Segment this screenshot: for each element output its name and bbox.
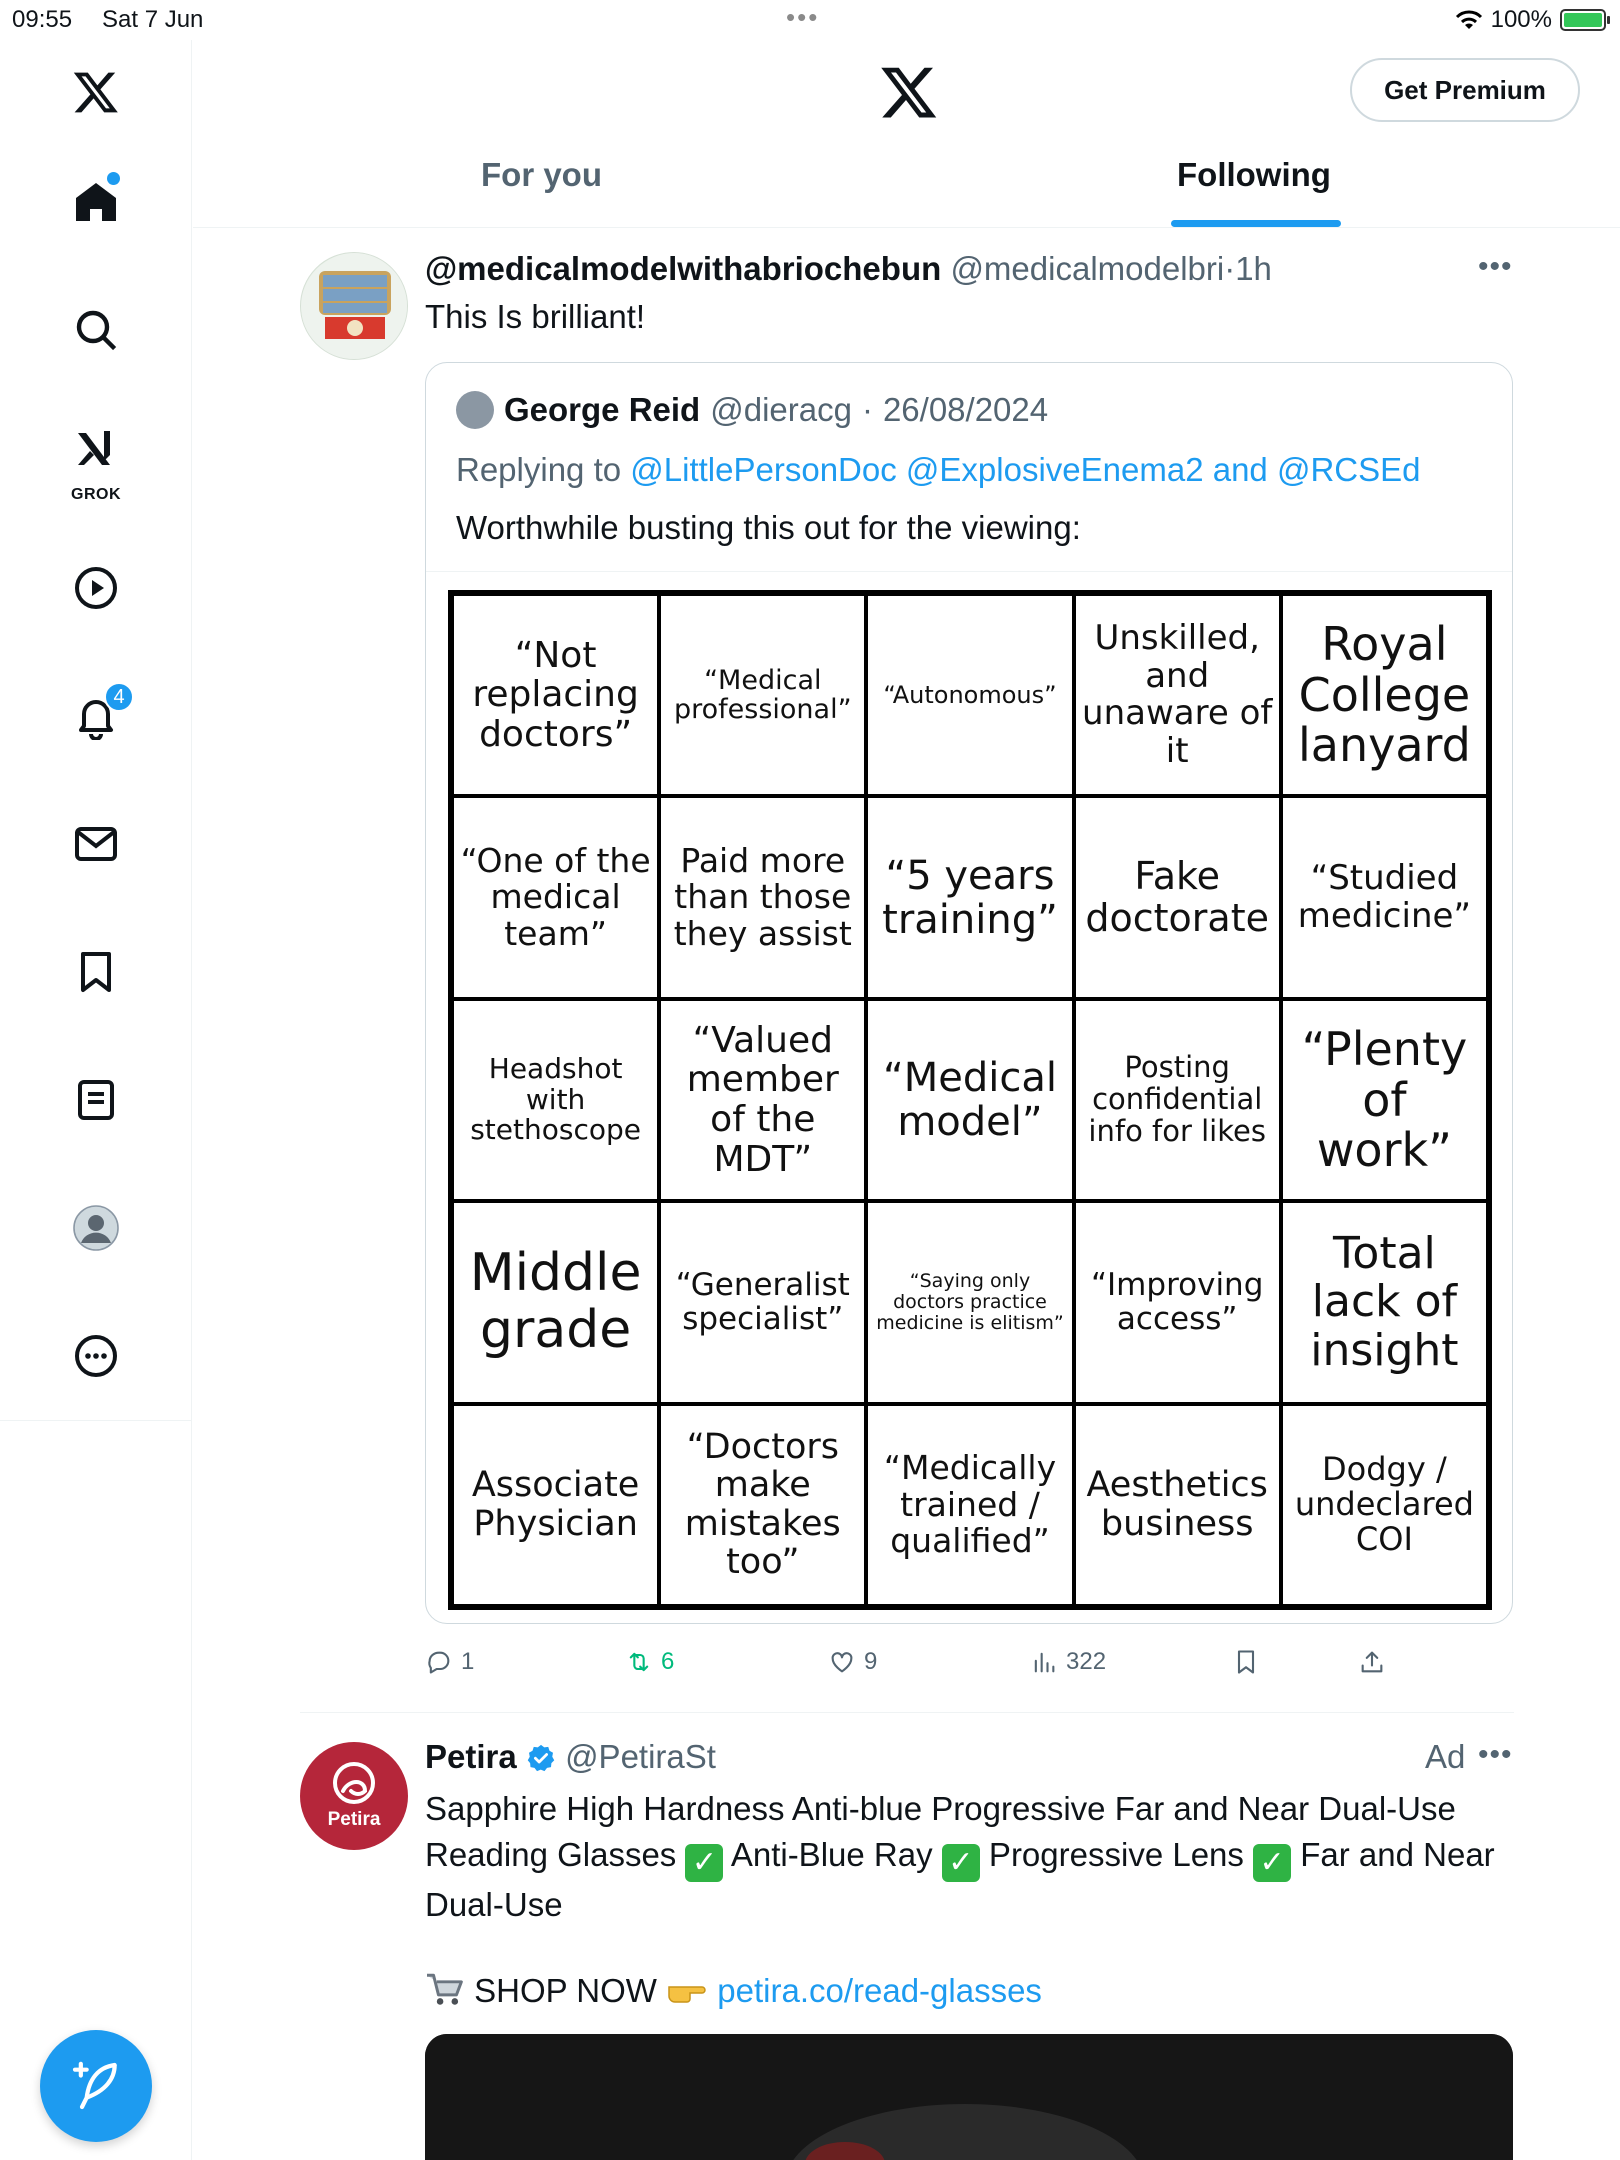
tab-following[interactable]: Following (1177, 156, 1331, 193)
verified-badge-icon (526, 1743, 556, 1773)
quoted-avatar (456, 391, 494, 429)
repost-button[interactable] (625, 1640, 674, 1684)
sidebar (0, 40, 192, 2160)
pointing-hand-emoji-icon (666, 1974, 708, 2006)
heart-icon (828, 1648, 856, 1676)
status-date: Sat 7 Jun (102, 6, 204, 33)
post-header (425, 1738, 716, 1776)
ad-label: Ad (1425, 1738, 1466, 1775)
messages-icon[interactable] (56, 804, 136, 884)
ad-link[interactable]: petira.co/read-glasses (717, 1972, 1042, 2009)
bingo-cell: “Medical professional” (659, 594, 866, 796)
reply-count: 1 (461, 1648, 475, 1675)
home-icon[interactable] (56, 162, 136, 242)
bingo-cell: “Autonomous” (866, 594, 1073, 796)
replying-to-users-link[interactable]: @LittlePersonDoc @ExplosiveEnema2 (630, 451, 1204, 488)
battery-icon (1560, 9, 1606, 31)
bingo-cell: “5 years training” (866, 796, 1073, 998)
post-more-icon[interactable]: ••• (1478, 250, 1513, 283)
bookmark-icon (1232, 1648, 1260, 1676)
post-divider (300, 1712, 1514, 1713)
bingo-cell: Middle grade (452, 1201, 659, 1403)
bingo-cell: “Generalist specialist” (659, 1201, 866, 1403)
avatar-label: Petira (327, 1809, 381, 1830)
active-tab-indicator (1171, 220, 1341, 227)
post-header: @medicalmodelwithabriochebun @medicalmodelbri·1h (425, 250, 1272, 287)
bingo-cell: Royal College lanyard (1281, 594, 1488, 796)
grok-icon[interactable] (56, 410, 136, 510)
more-icon[interactable] (56, 1316, 136, 1396)
bingo-cell: Paid more than those they assist (659, 796, 866, 998)
petira-logo-icon (329, 1761, 379, 1807)
replying-to (456, 451, 1421, 489)
like-count: 9 (864, 1648, 878, 1675)
shop-now-text: SHOP NOW (474, 1972, 657, 2009)
x-logo-icon[interactable] (56, 52, 136, 132)
post-text: This Is brilliant! (425, 298, 646, 335)
post-text (425, 1786, 1515, 1928)
post-time[interactable]: 1h (1235, 250, 1272, 287)
quoted-post-date: 26/08/2024 (882, 391, 1049, 428)
battery-percent: 100% (1490, 6, 1552, 33)
author-handle[interactable]: @PetiraSt (565, 1738, 716, 1775)
checkmark-emoji-icon: ✓ (685, 1844, 723, 1882)
shopping-cart-emoji-icon (425, 1972, 465, 2008)
tab-for-you[interactable]: For you (481, 156, 602, 193)
sidebar-divider (0, 1420, 192, 1421)
avatar[interactable] (300, 252, 408, 360)
quoted-divider (426, 571, 1512, 572)
bingo-cell: Dodgy / undeclared COI (1281, 1404, 1488, 1606)
quoted-author-handle: @dieracg (710, 391, 852, 428)
grok-label: GROK (71, 486, 121, 503)
quoted-post-text: Worthwhile busting this out for the viewing: (456, 509, 1081, 546)
reply-icon (425, 1648, 453, 1676)
media-preview (425, 2034, 1513, 2160)
replying-to-and: and (1212, 451, 1268, 488)
bookmarks-icon[interactable] (56, 932, 136, 1012)
bingo-cell: Posting confidential info for likes (1074, 999, 1281, 1201)
bingo-cell: “Doctors make mistakes too” (659, 1404, 866, 1606)
bingo-cell: Aesthetics business (1074, 1404, 1281, 1606)
reply-button[interactable] (425, 1640, 474, 1684)
bingo-cell: “Not replacing doctors” (452, 594, 659, 796)
like-button[interactable] (828, 1640, 877, 1684)
view-count: 322 (1066, 1648, 1107, 1675)
bookmark-button[interactable] (1232, 1640, 1260, 1684)
bingo-cell: “Medically trained / qualified” (866, 1404, 1073, 1606)
views-button[interactable] (1030, 1640, 1106, 1684)
bingo-cell: Unskilled, and unaware of it (1074, 594, 1281, 796)
status-bar (0, 0, 1620, 40)
share-icon (1358, 1648, 1386, 1676)
shop-line (425, 1972, 1042, 2010)
bingo-cell: “Valued member of the MDT” (659, 999, 866, 1201)
repost-icon (625, 1648, 653, 1676)
post-text-part: Far and Near Dual-Use (425, 1836, 1495, 1923)
bingo-cell: “Medical model” (866, 999, 1073, 1201)
bingo-card-image[interactable] (448, 590, 1492, 1610)
status-time: 09:55 (12, 6, 73, 33)
views-icon (1030, 1648, 1058, 1676)
compose-feather-icon (68, 2058, 124, 2114)
multitasking-dots-icon[interactable]: ••• (786, 2, 820, 32)
bingo-cell: “Improving access” (1074, 1201, 1281, 1403)
video-icon[interactable] (56, 548, 136, 628)
get-premium-button[interactable]: Get Premium (1350, 58, 1580, 122)
lists-icon[interactable] (56, 1060, 136, 1140)
compose-post-button[interactable] (40, 2030, 152, 2142)
repost-count: 6 (661, 1648, 675, 1675)
bingo-cell: “Saying only doctors practice medicine is elitism” (866, 1201, 1073, 1403)
bingo-cell: Total lack of insight (1281, 1201, 1488, 1403)
search-icon[interactable] (56, 290, 136, 370)
ad-media-image[interactable] (425, 2034, 1513, 2160)
replying-to-prefix: Replying to (456, 451, 622, 488)
timeline-header (193, 40, 1620, 228)
bingo-cell: Associate Physician (452, 1404, 659, 1606)
bingo-cell: “Studied medicine” (1281, 796, 1488, 998)
share-button[interactable] (1358, 1640, 1386, 1684)
replying-to-last-link[interactable]: @RCSEd (1276, 451, 1421, 488)
author-handle[interactable]: @medicalmodelbri (950, 250, 1225, 287)
author-name[interactable]: @medicalmodelwithabriochebun (425, 250, 942, 287)
checkmark-emoji-icon: ✓ (1253, 1844, 1291, 1882)
gmc-logo-avatar-image (301, 253, 408, 360)
bingo-cell: “One of the medical team” (452, 796, 659, 998)
notifications-icon[interactable] (56, 676, 136, 756)
checkmark-emoji-icon: ✓ (942, 1844, 980, 1882)
wifi-icon (1455, 9, 1483, 31)
x-logo-icon[interactable] (879, 62, 939, 122)
post-text-part: Anti-Blue Ray (723, 1836, 942, 1873)
post-text-part: Progressive Lens (979, 1836, 1254, 1873)
notifications-badge: 4 (104, 682, 134, 712)
post-more-icon[interactable]: ••• (1478, 1738, 1513, 1771)
status-right (1455, 6, 1606, 34)
bingo-cell: “Plenty of work” (1281, 999, 1488, 1201)
profile-icon[interactable] (56, 1188, 136, 1268)
quoted-author-name: George Reid (504, 391, 701, 428)
post-text-part: Sapphire High Hardness Anti-blue Progressive Far and Near Dual-Use Reading Glasses (425, 1790, 1456, 1873)
bingo-cell: Fake doctorate (1074, 796, 1281, 998)
avatar[interactable] (300, 1742, 408, 1850)
quoted-post-header: George Reid @dieracg · 26/08/2024 (456, 391, 1048, 429)
bingo-cell: Headshot with stethoscope (452, 999, 659, 1201)
quoted-post[interactable] (425, 362, 1513, 1624)
author-name[interactable]: Petira (425, 1738, 517, 1775)
home-unread-dot (107, 172, 120, 185)
